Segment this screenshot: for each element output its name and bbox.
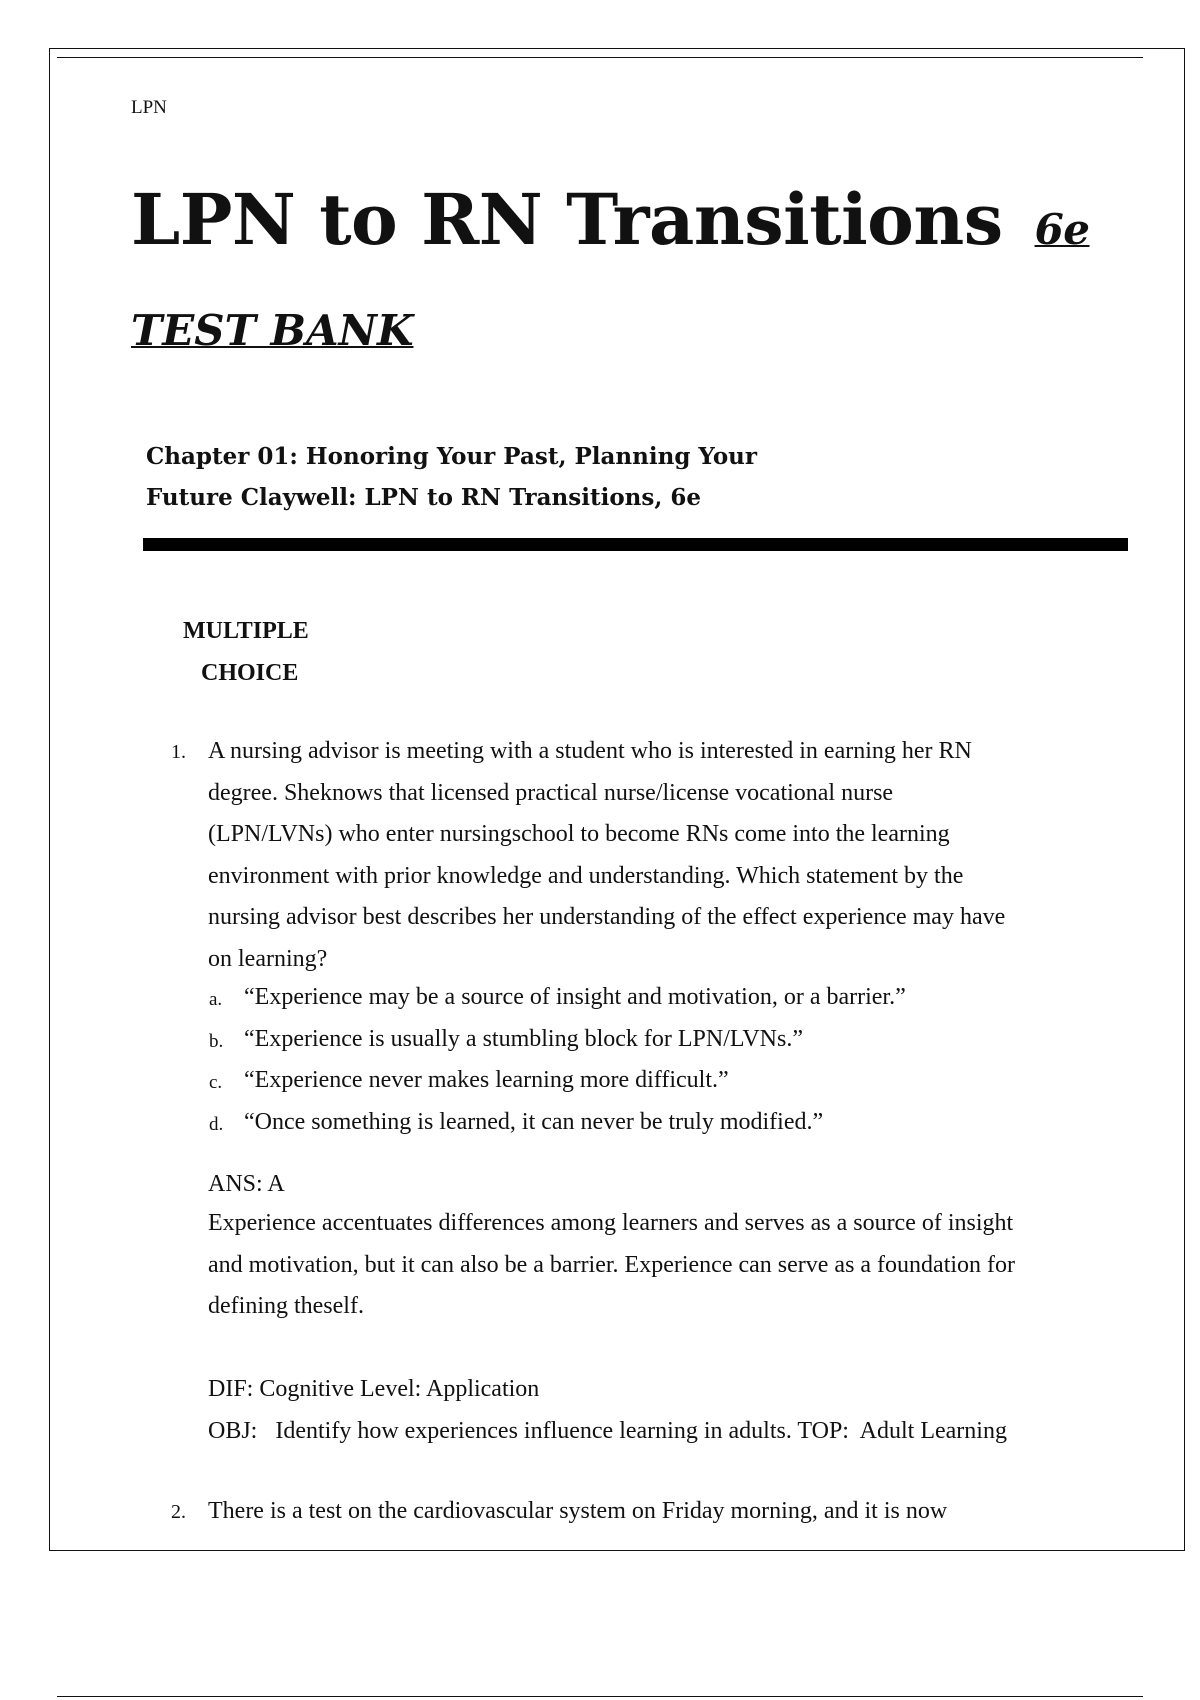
option-letter: b. bbox=[209, 1031, 224, 1052]
question-number: 1. bbox=[171, 741, 186, 763]
chapter-line-1: Chapter 01: Honoring Your Past, Planning Your bbox=[146, 443, 758, 470]
rationale-line: Experience accentuates differences among learners and serves as a source of insight bbox=[208, 1210, 1014, 1236]
option-text: “Experience is usually a stumbling block for LPN/LVNs.” bbox=[244, 1026, 804, 1052]
frame-top-rule bbox=[57, 57, 1143, 58]
question-stem-line: (LPN/LVNs) who enter nursingschool to become RNs come into the learning bbox=[208, 821, 950, 847]
answer-key: ANS: A bbox=[208, 1171, 285, 1197]
option-letter: a. bbox=[209, 989, 223, 1010]
header-label: LPN bbox=[131, 97, 167, 118]
question-stem bbox=[208, 731, 1108, 980]
question-number: 2. bbox=[171, 1501, 186, 1523]
option-text: “Experience never makes learning more difficult.” bbox=[244, 1067, 729, 1093]
question-stem-line: degree. Sheknows that licensed practical nurse/license vocational nurse bbox=[208, 779, 894, 806]
question-stem-line: There is a test on the cardiovascular system on Friday morning, and it is now bbox=[208, 1498, 948, 1524]
section-heading bbox=[183, 610, 309, 694]
edition-label: 6e bbox=[1034, 205, 1090, 254]
question-stem-line: A nursing advisor is meeting with a student who is interested in earning her RN bbox=[208, 738, 972, 764]
option-text: “Experience may be a source of insight and motivation, or a barrier.” bbox=[244, 984, 906, 1010]
next-page-rule bbox=[57, 1696, 1143, 1697]
option-letter: d. bbox=[209, 1114, 224, 1135]
question-stem-line: nursing advisor best describes her understanding of the effect experience may have bbox=[208, 904, 1006, 930]
document-title bbox=[131, 180, 1090, 270]
question-stem-line: on learning? bbox=[208, 945, 328, 972]
section-heading-line-2: CHOICE bbox=[201, 660, 299, 686]
title-text: LPN to RN Transitions bbox=[131, 178, 1003, 261]
question-stem bbox=[208, 1491, 1108, 1533]
difficulty-level: DIF: Cognitive Level: Application bbox=[208, 1376, 540, 1402]
chapter-line-2: Future Claywell: LPN to RN Transitions, 6e bbox=[146, 484, 701, 511]
question-stem-line: environment with prior knowledge and understanding. Which statement by the bbox=[208, 862, 964, 889]
rationale bbox=[208, 1203, 1128, 1328]
section-divider bbox=[143, 538, 1128, 551]
option-text: “Once something is learned, it can never be truly modified.” bbox=[244, 1109, 824, 1135]
rationale-line: defining theself. bbox=[208, 1293, 364, 1319]
section-heading-line-1: MULTIPLE bbox=[183, 618, 309, 644]
option-letter: c. bbox=[209, 1072, 223, 1093]
document-subtitle: TEST BANK bbox=[131, 306, 414, 355]
rationale-line: and motivation, but it can also be a barrier. Experience can serve as a foundation for bbox=[208, 1251, 1016, 1278]
objective-topic: OBJ: Identify how experiences influence learning in adults. TOP: Adult Learning bbox=[208, 1418, 1007, 1444]
chapter-heading bbox=[146, 436, 846, 518]
